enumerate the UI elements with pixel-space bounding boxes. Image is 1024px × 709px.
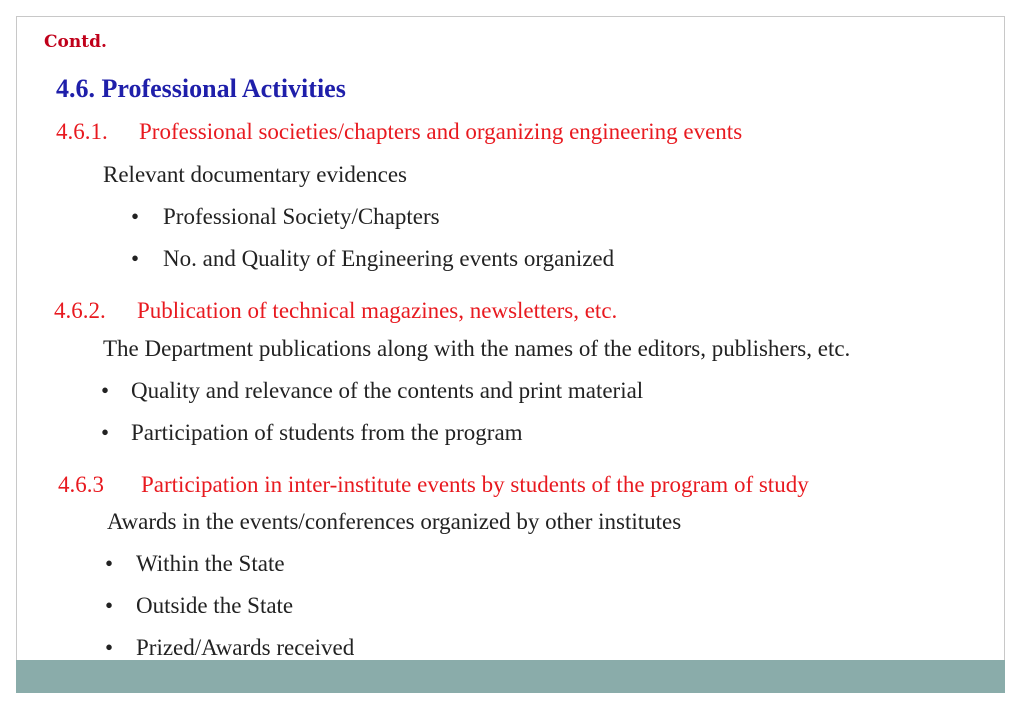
bullet-icon: •: [101, 420, 110, 445]
section-intro-1: Relevant documentary evidences: [103, 162, 407, 187]
bullet-icon: •: [101, 378, 110, 403]
list-item-text: Prized/Awards received: [136, 635, 355, 660]
list-item: [105, 551, 285, 577]
list-item: [105, 593, 293, 619]
list-item-text: Professional Society/Chapters: [163, 204, 440, 229]
section-title: Publication of technical magazines, newsletters, etc.: [137, 298, 618, 323]
section-number: 4.6.2.: [54, 298, 106, 323]
section-intro-2: The Department publications along with the names of the editors, publishers, etc.: [103, 336, 851, 361]
bullet-icon: •: [105, 593, 114, 618]
section-title: Professional societies/chapters and organizing engineering events: [139, 119, 743, 144]
bullet-icon: •: [131, 246, 140, 271]
section-number: 4.6.3: [58, 472, 104, 497]
list-item-text: Participation of students from the program: [131, 420, 523, 445]
contd-label: Contd.: [44, 32, 107, 52]
list-item: [131, 246, 614, 272]
list-item-text: Within the State: [136, 551, 285, 576]
list-item: [131, 204, 440, 230]
list-item-text: Outside the State: [136, 593, 294, 618]
section-title: Participation in inter-institute events by students of the program of study: [141, 472, 809, 497]
section-heading-1: [56, 119, 742, 145]
list-item: [105, 635, 354, 661]
footer-bar: [16, 660, 1005, 693]
section-intro-3: Awards in the events/conferences organized by other institutes: [107, 509, 682, 534]
list-item: [101, 378, 643, 404]
page-title: 4.6. Professional Activities: [56, 74, 346, 103]
bullet-icon: •: [105, 551, 114, 576]
list-item-text: Quality and relevance of the contents and print material: [131, 378, 644, 403]
list-item: [101, 420, 523, 446]
section-heading-3: [58, 472, 809, 498]
bullet-icon: •: [105, 635, 114, 660]
section-heading-2: [54, 298, 617, 324]
section-number: 4.6.1.: [56, 119, 108, 144]
bullet-icon: •: [131, 204, 140, 229]
list-item-text: No. and Quality of Engineering events organized: [163, 246, 615, 271]
